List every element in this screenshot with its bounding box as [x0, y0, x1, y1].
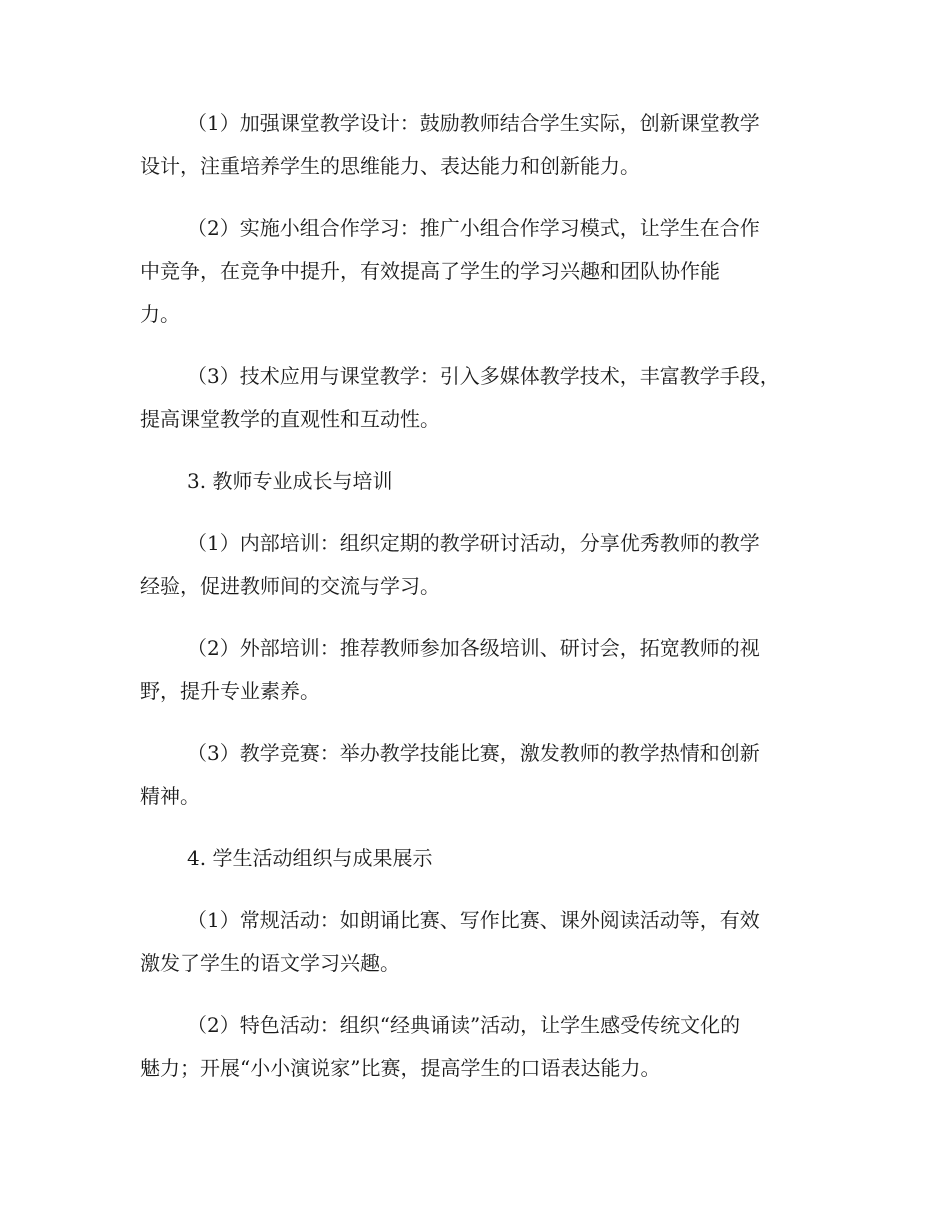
paragraph-regular-activities: （1）常规活动：如朗诵比赛、写作比赛、课外阅读活动等，有效 激发了学生的语文学习兴趣。	[140, 908, 760, 975]
document-body	[140, 102, 808, 1109]
section-heading-teacher-growth: 3. 教师专业成长与培训	[187, 469, 393, 493]
paragraph-classroom-design: （1）加强课堂教学设计：鼓励教师结合学生实际，创新课堂教学 设计，注重培养学生的思维能力、表达能力和创新能力。	[140, 111, 760, 178]
paragraph-teaching-competition: （3）教学竞赛：举办教学技能比赛，激发教师的教学热情和创新 精神。	[140, 741, 760, 808]
paragraph-external-training: （2）外部培训：推荐教师参加各级培训、研讨会，拓宽教师的视 野，提升专业素养。	[140, 636, 760, 703]
section-heading-student-activities: 4. 学生活动组织与成果展示	[187, 846, 433, 870]
paragraph-internal-training: （1）内部培训：组织定期的教学研讨活动，分享优秀教师的教学 经验，促进教师间的交流与学习。	[140, 531, 760, 598]
paragraph-group-learning: （2）实施小组合作学习：推广小组合作学习模式，让学生在合作 中竞争，在竞争中提升，有效提高了学生的学习兴趣和团队协作能 力。	[140, 216, 760, 326]
paragraph-special-activities: （2）特色活动：组织“经典诵读”活动，让学生感受传统文化的 魅力；开展“小小演说家”比赛，提高学生的口语表达能力。	[140, 1013, 741, 1080]
paragraph-technology-teaching: （3）技术应用与课堂教学：引入多媒体教学技术，丰富教学手段， 提高课堂教学的直观性和互动性。	[140, 364, 780, 431]
